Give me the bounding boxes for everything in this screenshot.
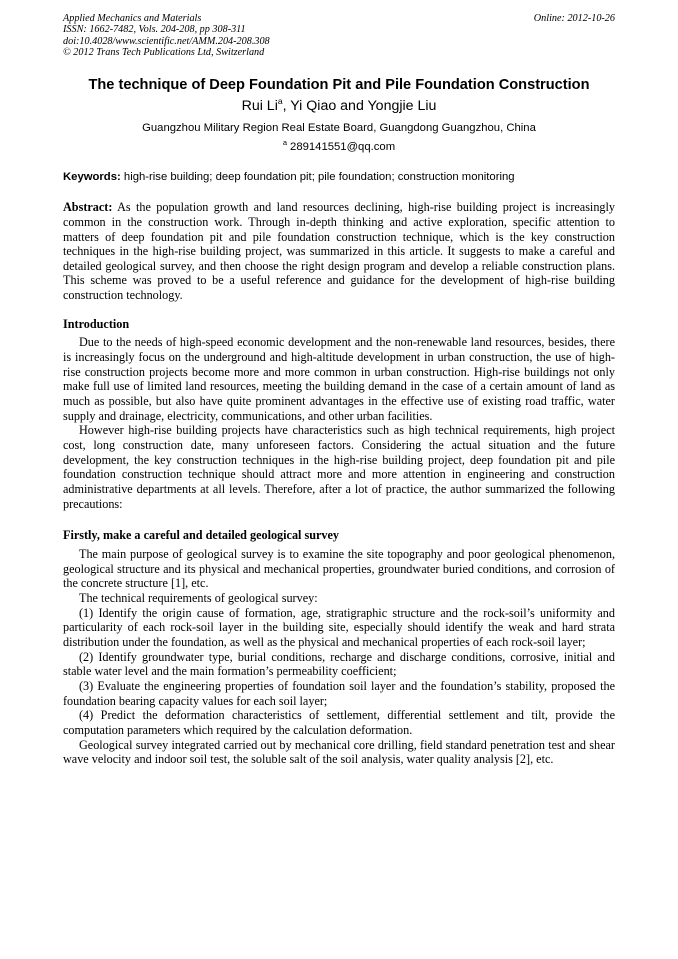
requirement-item-1: (1) Identify the origin cause of formation, age, stratigraphic structure and the rock-soil’s uniformity and particularity of each rock-soil layer in the building site, especially should identify the weak and hard strata distribution under the foundation, as well as the physical and mechanical properties of each rock-soil layer; [63,605,615,649]
author-superscript: a [277,96,283,107]
introduction-heading: Introduction [63,316,130,331]
author-name: Rui Li [241,98,278,115]
abstract [63,200,615,303]
online-date: Online: 2012-10-26 [533,13,615,24]
email-superscript: a [282,138,288,148]
intro-paragraph-2: However high-rise building projects have characteristics such as high technical requirements, high project cost, long construction date, many unforeseen factors. Considering the actual situation and the future development, the key construction techniques in the high-rise building project, deep foundation pit and pile foundation construction technique should attract more and more attention in engineering and construction administrative departments at all levels. Therefore, after a lot of practice, the author summarized the following precautions: [63,423,615,511]
intro-paragraph-1: Due to the needs of high-speed economic development and the non-renewable land resources, besides, there is increasingly focus on the underground and high-altitude development in urban construction, the use of high-rise construction projects become more and more common in urban construction. High-rise buildings not only make full use of limited land resources, meeting the building demand in the case of a certain amount of land as much as possible, but also have quite prominent advantages in the effective use of existing road traffic, water supply and drainage, electricity, communications, and other urban facilities. [63,335,615,423]
abstract-text: As the population growth and land resources declining, high-rise building project is increasingly common in the construction work. Through in-depth thinking and active exploration, specific attention to matters of deep foundation pit and pile foundation construction technique, which is the key construction techniques in the high-rise building project, was summarized in this article. It suggests to make a careful and detailed geological survey, and then choose the right design program and develop a reliable construction plans. This scheme was proved to be a useful reference and guidance for the development of high-rise building construction technology. [63,200,615,303]
keywords [63,170,615,184]
section1-paragraph-3: Geological survey integrated carried out by mechanical core drilling, field standard penetration test and shear wave velocity and indoor soil test, the soluble salt of the soil analysis, water quality analysis [2], etc. [63,737,615,767]
section1-paragraph-2: The technical requirements of geological survey: [79,590,318,605]
requirement-item-2: (2) Identify groundwater type, burial conditions, recharge and discharge conditions, corrosive, initial and stable water level and the main formation’s permeability coefficient; [63,649,615,679]
section1-heading: Firstly, make a careful and detailed geological survey [63,528,339,543]
email-line [63,139,615,155]
requirement-item-3: (3) Evaluate the engineering properties of foundation soil layer and the foundation’s stability, proposed the foundation bearing capacity values for each soil layer; [63,678,615,708]
copyright-line: © 2012 Trans Tech Publications Ltd, Switzerland [63,46,265,58]
doi-line: doi:10.4028/www.scientific.net/AMM.204-208.308 [63,35,270,47]
requirement-item-4: (4) Predict the deformation characteristics of settlement, differential settlement and tilt, provide the computation parameters which required by the calculation deformation. [63,708,615,737]
keywords-label: Keywords: [63,171,121,184]
abstract-label: Abstract: [63,200,113,215]
keywords-text: high-rise building; deep foundation pit; pile foundation; construction monitoring [123,171,515,184]
affiliation: Guangzhou Military Region Real Estate Board, Guangdong Guangzhou, China [142,122,536,135]
paper-page [63,13,615,767]
journal-name: Applied Mechanics and Materials [63,13,202,24]
author-list [63,96,615,116]
other-authors: , Yi Qiao and Yongjie Liu [282,98,437,115]
email-address: 289141551@qq.com [290,141,396,154]
paper-title: The technique of Deep Foundation Pit and Pile Foundation Construction [88,77,590,94]
issn-line: ISSN: 1662-7482, Vols. 204-208, pp 308-311 [63,24,246,36]
journal-header [63,13,615,58]
section1-paragraph-1: The main purpose of geological survey is to examine the site topography and poor geological phenomenon, geological structure and its physical and mechanical properties, groundwater buried conditions, and corrosion of the concrete structure [1], etc. [63,546,615,591]
